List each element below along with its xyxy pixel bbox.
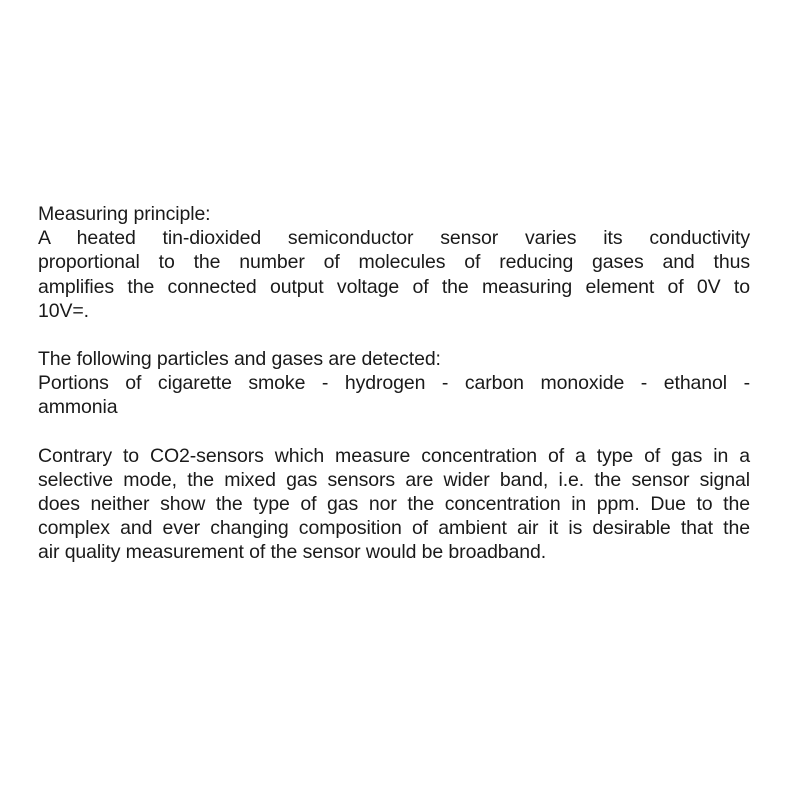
measuring-principle-section: [38, 202, 750, 323]
paragraph-line: air quality measurement of the sensor would be broadband.: [38, 541, 547, 564]
paragraph-spacer: [38, 323, 750, 347]
document-body: [38, 202, 750, 565]
paragraph-line: Portions of cigarette smoke - hydrogen - carbon monoxide - ethanol -: [38, 372, 750, 395]
detected-gases-section: [38, 347, 750, 420]
detected-gases-heading: The following particles and gases are detected:: [38, 348, 441, 371]
paragraph-line: proportional to the number of molecules of reducing gases and thus: [38, 251, 750, 274]
paragraph-line: A heated tin-dioxided semiconductor sensor varies its conductivity: [38, 227, 750, 250]
paragraph-line: ammonia: [38, 396, 118, 419]
paragraph-spacer: [38, 420, 750, 444]
sensor-comparison-section: [38, 444, 750, 565]
paragraph-line: 10V=.: [38, 299, 90, 322]
paragraph-line: does neither show the type of gas nor the concentration in ppm. Due to the: [38, 493, 750, 516]
measuring-principle-heading: Measuring principle:: [38, 203, 211, 225]
paragraph-line: complex and ever changing composition of ambient air it is desirable that the: [38, 517, 750, 540]
paragraph-line: Contrary to CO2-sensors which measure concentration of a type of gas in a: [38, 444, 750, 467]
paragraph-line: selective mode, the mixed gas sensors are wider band, i.e. the sensor signal: [38, 468, 750, 491]
paragraph-line: amplifies the connected output voltage of the measuring element of 0V to: [38, 275, 750, 298]
